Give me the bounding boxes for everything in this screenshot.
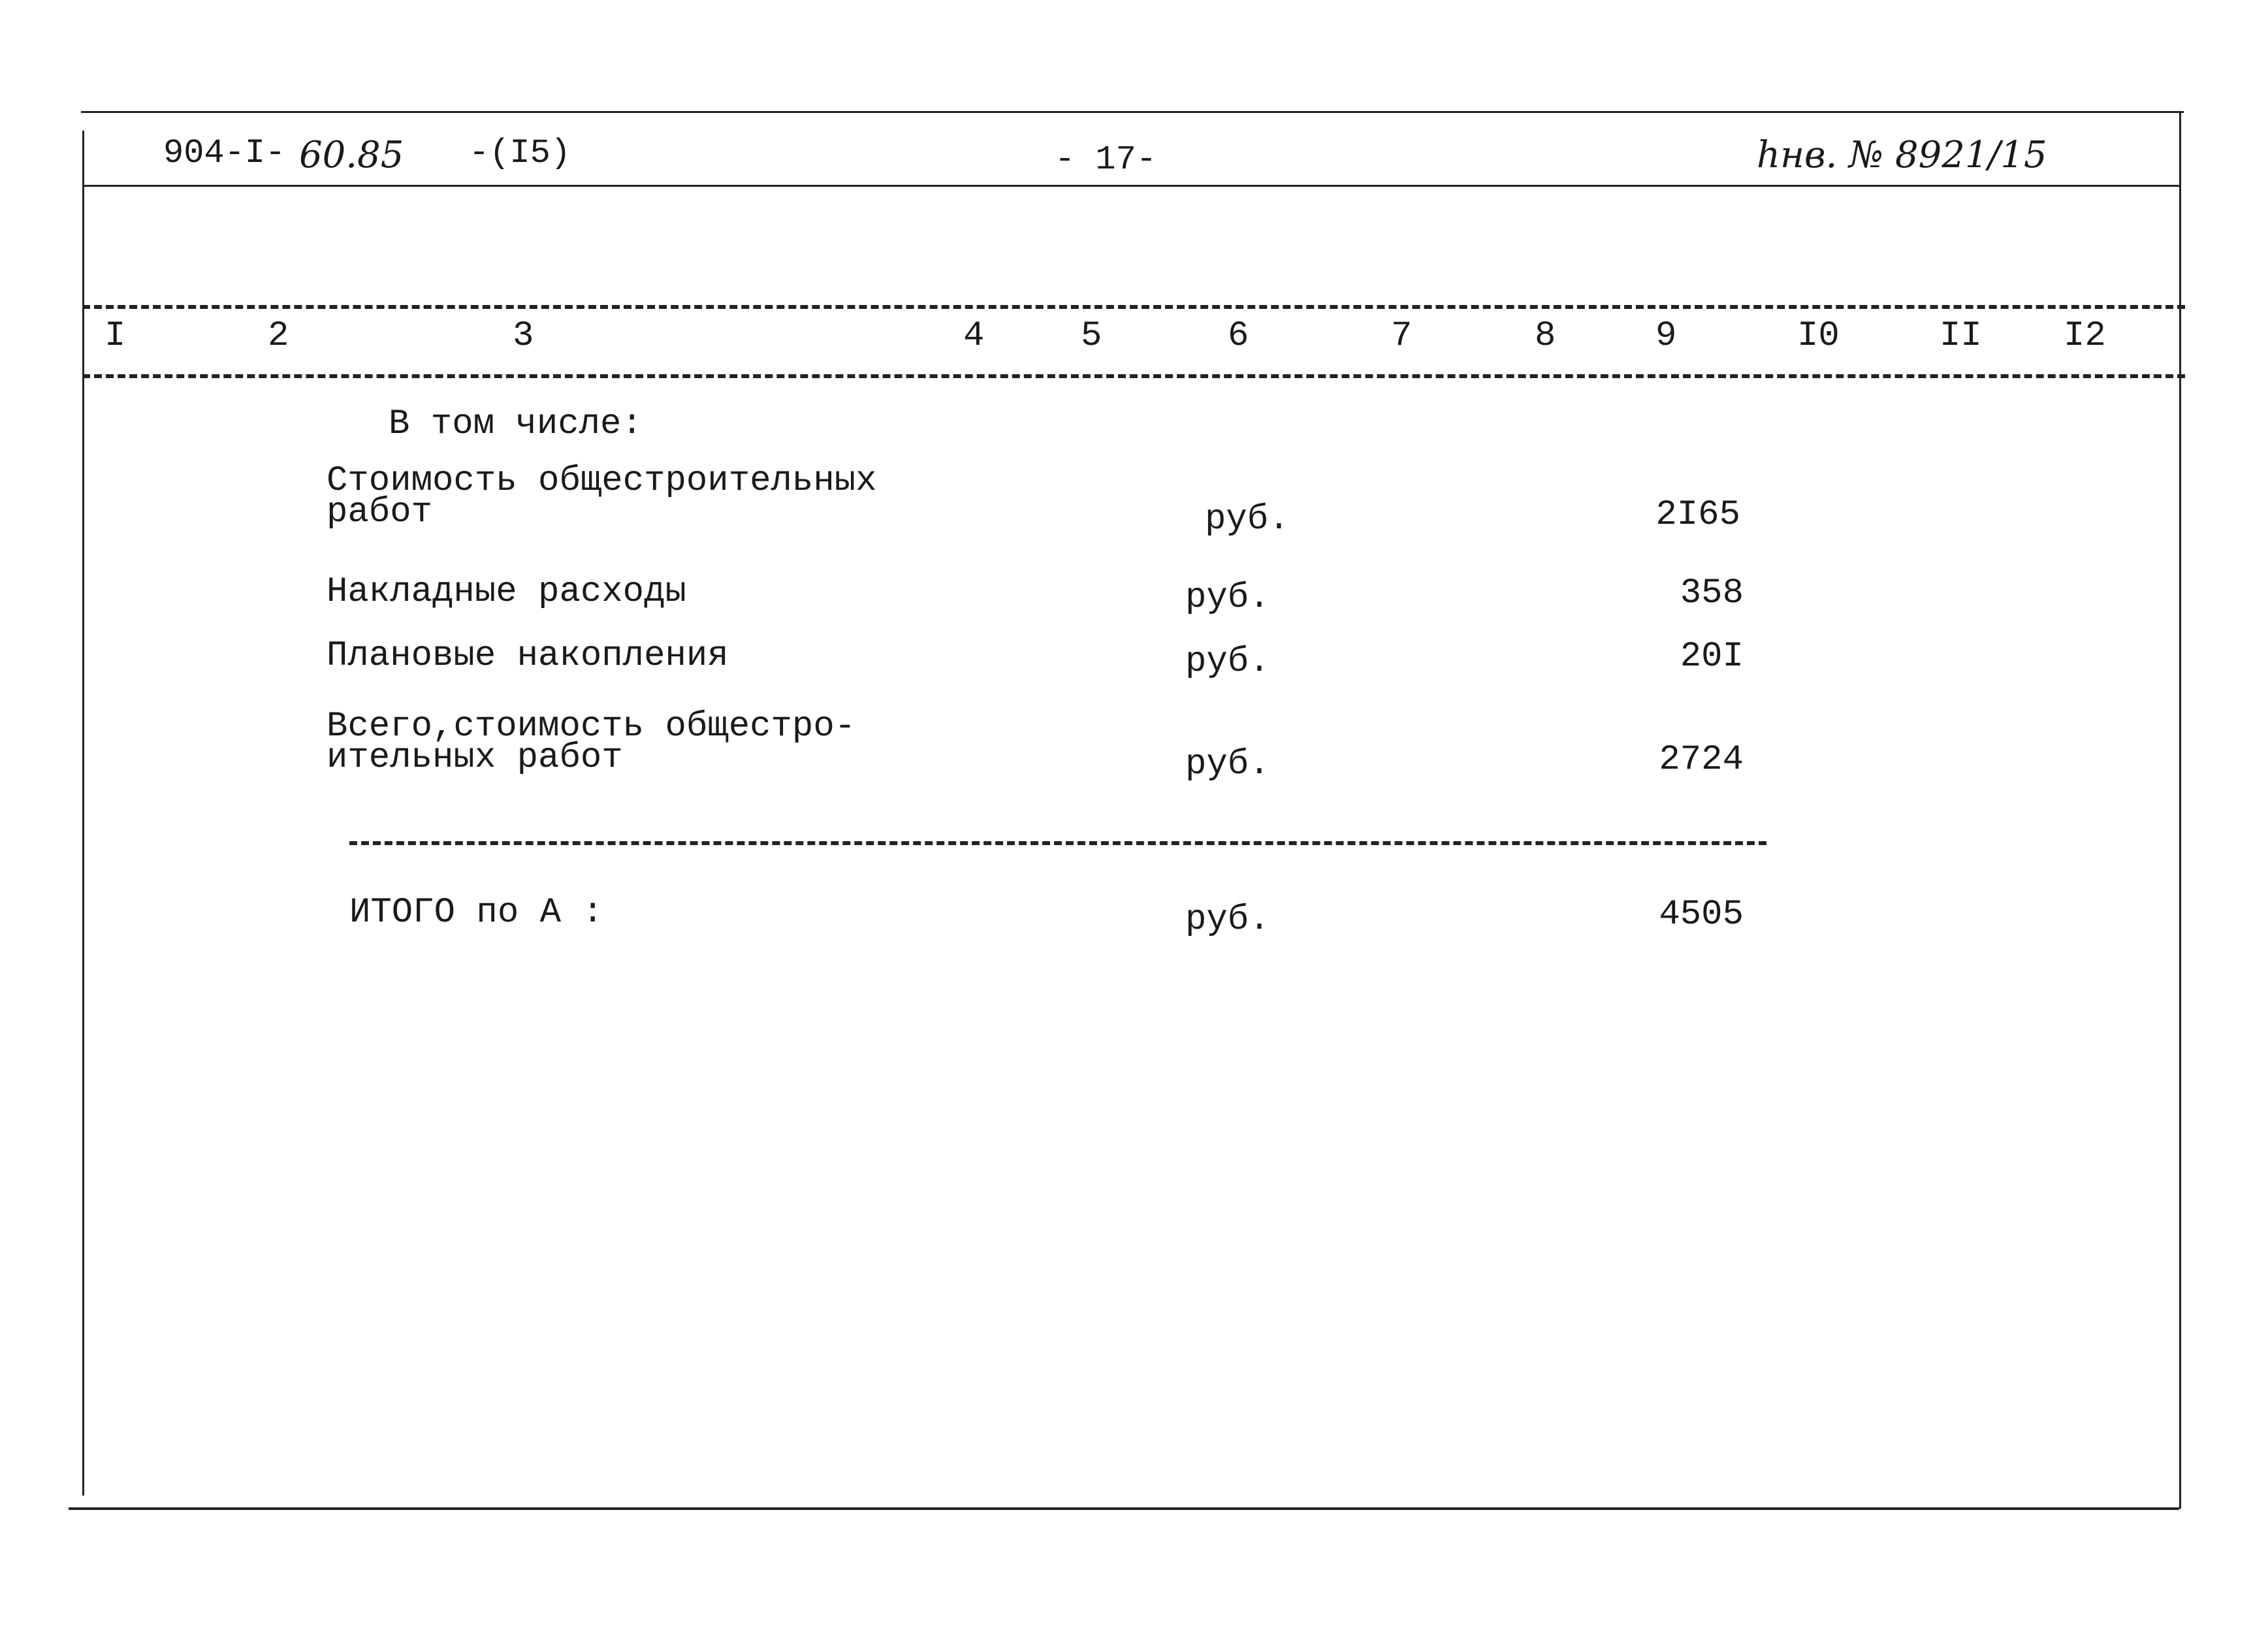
row-unit: руб.	[1185, 578, 1270, 618]
row-unit: руб.	[1205, 500, 1290, 539]
column-number: 2	[268, 316, 289, 356]
column-number: 3	[513, 316, 534, 356]
frame-left-border	[82, 131, 84, 1496]
column-number: II	[1940, 316, 1982, 356]
column-header-bottom-dashed-line	[82, 374, 2185, 378]
column-number: 7	[1391, 316, 1413, 356]
page-number: - 17-	[1055, 140, 1157, 179]
column-number: 8	[1535, 316, 1556, 356]
total-unit: руб.	[1185, 900, 1270, 940]
frame-bottom-border	[69, 1507, 2179, 1510]
row-label-line1: Плановые накопления	[327, 636, 729, 676]
total-value: 4505	[1659, 895, 1744, 935]
column-number: I0	[1797, 316, 1840, 356]
inventory-number-handwritten: hнв. № 8921/15	[1757, 134, 2047, 176]
total-separator-dashed-line	[349, 841, 1766, 845]
total-label: ИТОГО по А :	[349, 893, 603, 933]
row-value: 2I65	[1655, 495, 1740, 535]
row-label-line2: работ	[327, 492, 433, 532]
row-label-line2: ительных работ	[327, 738, 623, 778]
frame-top-border	[81, 111, 2184, 113]
row-value: 358	[1680, 573, 1744, 613]
doc-suffix: -(I5)	[469, 134, 571, 172]
column-number: I2	[2064, 316, 2106, 356]
row-value: 2724	[1659, 740, 1744, 780]
column-number: 5	[1081, 316, 1102, 356]
row-unit: руб.	[1185, 745, 1270, 784]
doc-code-handwritten: 60.85	[299, 134, 404, 176]
header-divider	[82, 185, 2181, 187]
row-value: 20I	[1680, 637, 1744, 677]
frame-right-border	[2179, 111, 2181, 1509]
column-number: 9	[1655, 316, 1677, 356]
row-label-line1: Всего,стоимость общестро-	[327, 707, 856, 746]
column-number: I	[104, 316, 126, 356]
doc-code: 904-I-	[163, 134, 286, 172]
column-header-top-dashed-line	[82, 305, 2185, 309]
section-heading: В том числе:	[389, 404, 643, 444]
row-label-line1: Стоимость общестроительных	[327, 461, 877, 501]
row-unit: руб.	[1185, 642, 1270, 682]
row-label-line1: Накладные расходы	[327, 572, 686, 612]
column-number: 4	[963, 316, 985, 356]
column-number: 6	[1228, 316, 1249, 356]
